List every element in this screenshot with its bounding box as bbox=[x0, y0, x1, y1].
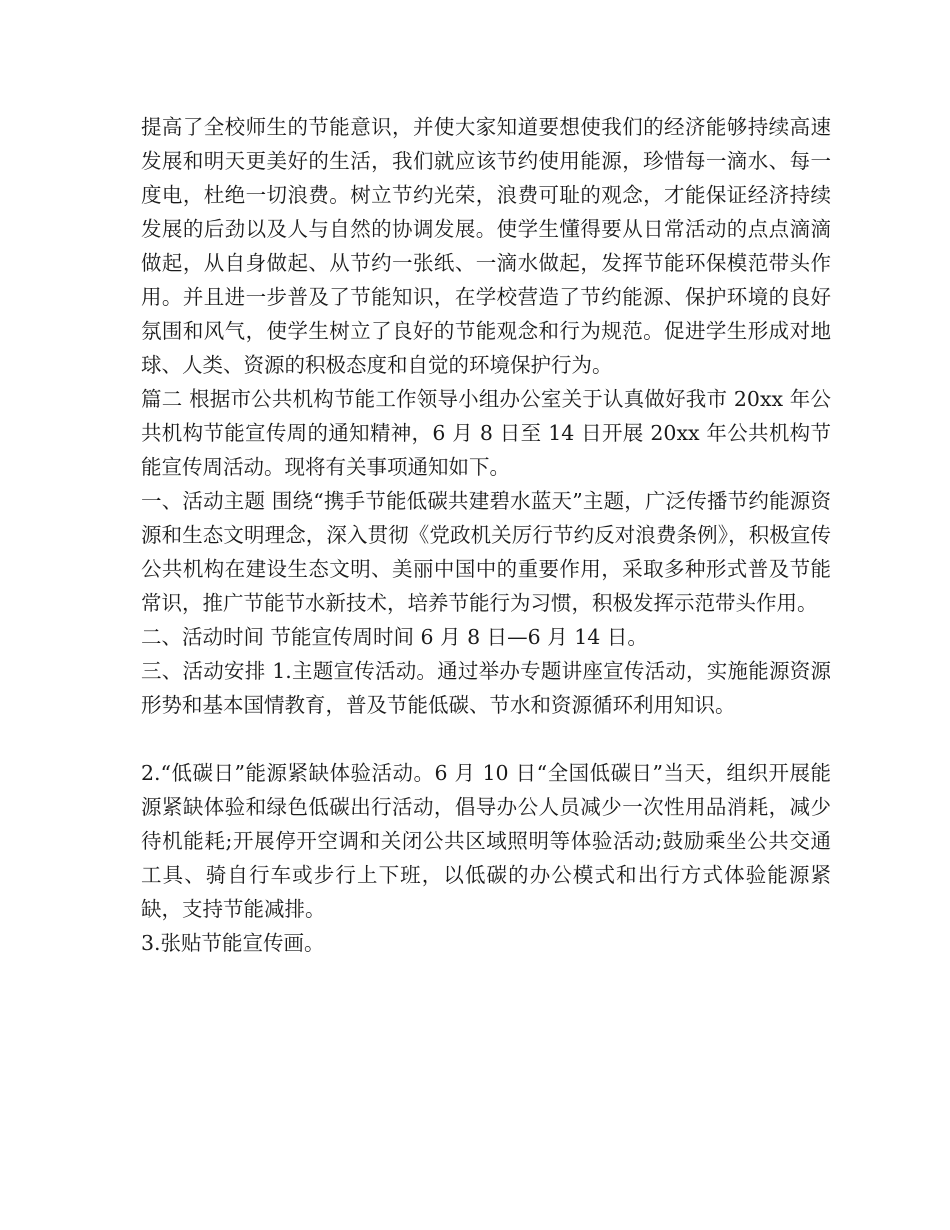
paragraph-activity-time: 二、活动时间 节能宣传周时间 6 月 8 日—6 月 14 日。 bbox=[141, 625, 648, 649]
paragraph-activity-arrangement: 三、活动安排 1.主题宣传活动。通过举办专题讲座宣传活动，实施能源资源形势和基本国情教育，普及节能低碳、节水和资源循环利用知识。 bbox=[141, 659, 831, 717]
paragraph-low-carbon-day: 2.“低碳日”能源紧缺体验活动。6 月 10 日“全国低碳日”当天，组织开展能源紧缺体验和绿色低碳出行活动，倡导办公人员减少一次性用品消耗，减少待机能耗;开展停开空调和关闭公共区域照明等体验活动;鼓励乘坐公共交通工具、骑自行车或步行上下班，以低碳的办公模式和出行方式体验能源紧缺，支持节能减排。 bbox=[141, 761, 831, 921]
paragraph-posters: 3.张贴节能宣传画。 bbox=[141, 931, 325, 955]
paragraph-energy-awareness: 提高了全校师生的节能意识，并使大家知道要想使我们的经济能够持续高速发展和明天更美好的生活，我们就应该节约使用能源，珍惜每一滴水、每一度电，杜绝一切浪费。树立节约光荣，浪费可耻的观念，才能保证经济持续发展的后劲以及人与自然的协调发展。使学生懂得要从日常活动的点点滴滴做起，从自身做起、从节约一张纸、一滴水做起，发挥节能环保模范带头作用。并且进一步普及了节能知识，在学校营造了节约能源、保护环境的良好氛围和风气，使学生树立了良好的节能观念和行为规范。促进学生形成对地球、人类、资源的积极态度和自觉的环境保护行为。 bbox=[141, 115, 831, 377]
document-body bbox=[141, 110, 831, 960]
paragraph-part-two-intro: 篇二 根据市公共机构节能工作领导小组办公室关于认真做好我市 20xx 年公共机构节能宣传周的通知精神，6 月 8 日至 14 日开展 20xx 年公共机构节能宣传周活动。现将有关事项通知如下。 bbox=[141, 387, 831, 479]
paragraph-activity-theme: 一、活动主题 围绕“携手节能低碳共建碧水蓝天”主题，广泛传播节约能源资源和生态文明理念，深入贯彻《党政机关厉行节约反对浪费条例》，积极宣传公共机构在建设生态文明、美丽中国中的重要作用，采取多种形式普及节能常识，推广节能节水新技术，培养节能行为习惯，积极发挥示范带头作用。 bbox=[141, 489, 831, 615]
